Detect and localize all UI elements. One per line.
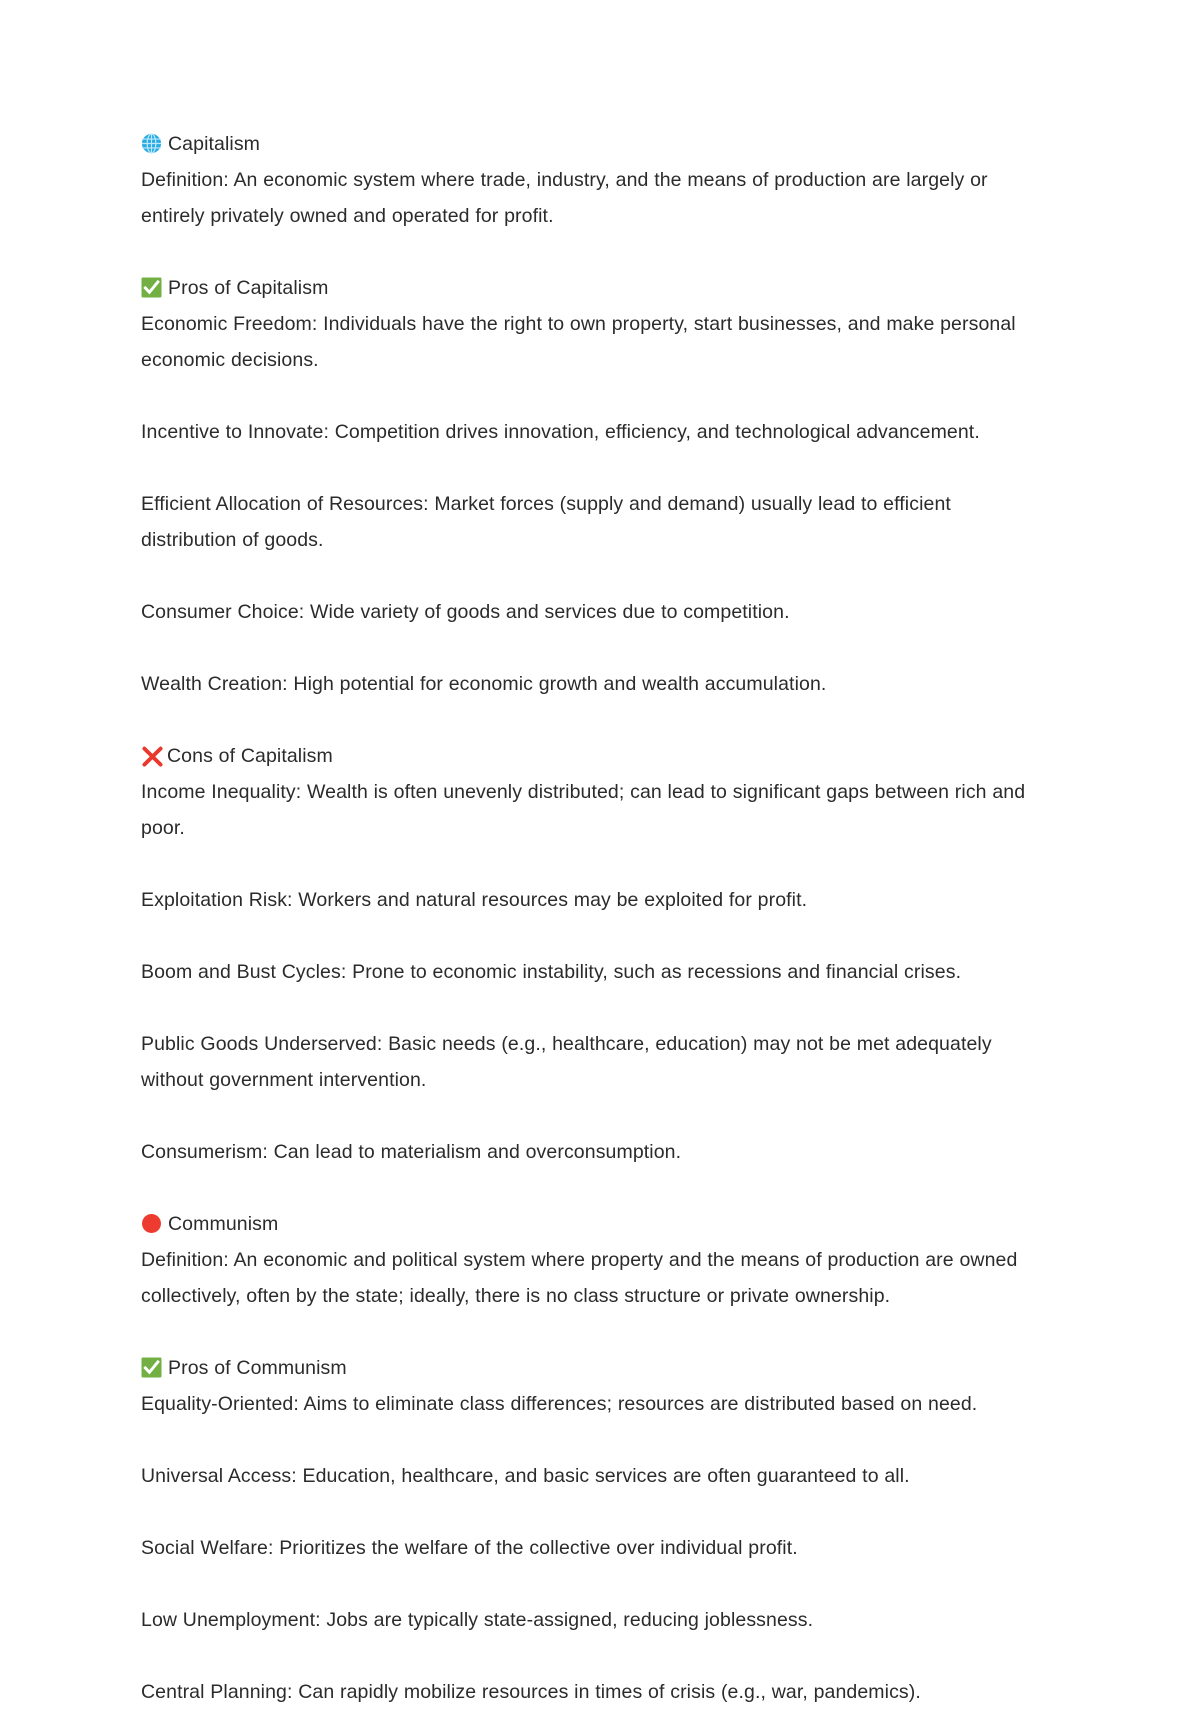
paragraph-spacer [141, 234, 1046, 270]
section-heading-label: Communism [168, 1213, 279, 1235]
paragraph-spacer [141, 990, 1046, 1026]
body-paragraph: Central Planning: Can rapidly mobilize resources in times of crisis (e.g., war, pandemics). [141, 1681, 921, 1703]
section-heading-label: Capitalism [168, 133, 261, 155]
paragraph-spacer [141, 1638, 1046, 1674]
paragraph-spacer [141, 1494, 1046, 1530]
body-paragraph: Wealth Creation: High potential for economic growth and wealth accumulation. [141, 673, 827, 695]
paragraph-spacer [141, 1422, 1046, 1458]
paragraph-spacer [141, 630, 1046, 666]
section-heading-pros-of-capitalism [141, 270, 1046, 306]
check-mark-icon [141, 1357, 162, 1378]
paragraph-spacer [141, 1098, 1046, 1134]
body-paragraph: Definition: An economic system where trade, industry, and the means of production are largely or entirely privately owned and operated for profit. [141, 169, 988, 227]
section-heading-cons-of-capitalism [141, 738, 1046, 774]
body-paragraph: Equality-Oriented: Aims to eliminate class differences; resources are distributed based on need. [141, 1393, 978, 1415]
paragraph-spacer [141, 378, 1046, 414]
body-paragraph: Exploitation Risk: Workers and natural resources may be exploited for profit. [141, 889, 808, 911]
section-heading-capitalism [141, 126, 1046, 162]
section-heading-label: Pros of Capitalism [168, 277, 329, 299]
body-paragraph: Consumerism: Can lead to materialism and overconsumption. [141, 1141, 682, 1163]
paragraph-spacer [141, 702, 1046, 738]
paragraph-spacer [141, 558, 1046, 594]
document-body [141, 126, 1046, 1710]
body-paragraph: Boom and Bust Cycles: Prone to economic instability, such as recessions and financial crises. [141, 961, 962, 983]
body-paragraph: Social Welfare: Prioritizes the welfare of the collective over individual profit. [141, 1537, 798, 1559]
paragraph-spacer [141, 1314, 1046, 1350]
body-paragraph: Definition: An economic and political system where property and the means of production are owned collectively, often by the state; ideally, there is no class structure or private ownership. [141, 1249, 1018, 1307]
section-heading-communism [141, 1206, 1046, 1242]
body-paragraph: Economic Freedom: Individuals have the right to own property, start businesses, and make personal economic decisions. [141, 313, 1016, 371]
check-mark-icon [141, 277, 162, 298]
section-heading-label: Cons of Capitalism [167, 745, 333, 767]
body-paragraph: Efficient Allocation of Resources: Market forces (supply and demand) usually lead to efficient distribution of goods. [141, 493, 951, 551]
body-paragraph: Incentive to Innovate: Competition drives innovation, efficiency, and technological advancement. [141, 421, 980, 443]
red-circle-icon [141, 1213, 162, 1234]
section-heading-pros-of-communism [141, 1350, 1046, 1386]
cross-mark-icon [141, 746, 164, 767]
body-paragraph: Consumer Choice: Wide variety of goods and services due to competition. [141, 601, 790, 623]
paragraph-spacer [141, 918, 1046, 954]
globe-icon [141, 133, 162, 154]
body-paragraph: Universal Access: Education, healthcare, and basic services are often guaranteed to all. [141, 1465, 910, 1487]
section-heading-label: Pros of Communism [168, 1357, 347, 1379]
body-paragraph: Low Unemployment: Jobs are typically state-assigned, reducing joblessness. [141, 1609, 814, 1631]
body-paragraph: Income Inequality: Wealth is often unevenly distributed; can lead to significant gaps between rich and poor. [141, 781, 1026, 839]
paragraph-spacer [141, 1170, 1046, 1206]
paragraph-spacer [141, 1566, 1046, 1602]
paragraph-spacer [141, 846, 1046, 882]
body-paragraph: Public Goods Underserved: Basic needs (e.g., healthcare, education) may not be met adequately without government intervention. [141, 1033, 992, 1091]
paragraph-spacer [141, 450, 1046, 486]
